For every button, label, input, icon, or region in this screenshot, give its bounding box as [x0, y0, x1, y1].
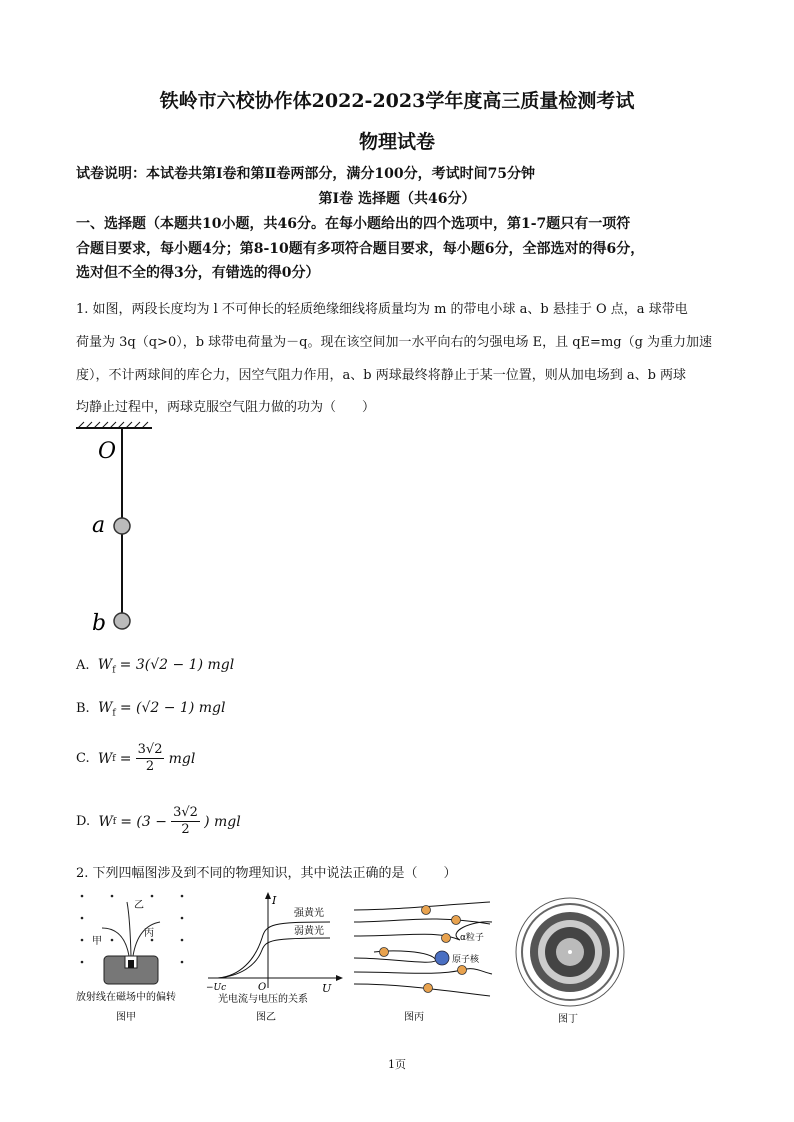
axis-i-label: I [272, 894, 277, 907]
section-title: 第Ⅰ卷 选择题（共46分） [318, 191, 476, 207]
track-5 [354, 969, 492, 974]
weak-curve [218, 938, 330, 978]
label-o: O [98, 439, 117, 464]
q2-stem: 2. 下列四幅图涉及到不同的物理知识，其中说法正确的是（ ） [76, 866, 457, 881]
exam-subtitle: 物理试卷 [358, 131, 435, 153]
q1-option-c[interactable] [76, 742, 195, 775]
option-key: B. [76, 701, 90, 716]
fraction [171, 805, 200, 838]
q1-line-2: 荷量为 3q（q>0），b 球带电荷量为－q。现在该空间加一水平向右的匀强电场 E，且 qE=mg（g 为重力加速 [76, 335, 713, 350]
axis-u-arrow [336, 975, 343, 981]
option-sub: f [112, 665, 116, 676]
ball-b [114, 613, 130, 629]
name-ding: 图丁 [558, 1014, 578, 1025]
exam-note: 试卷说明：本试卷共第Ⅰ卷和第Ⅱ卷两部分，满分100分，考试时间75分钟 [76, 166, 536, 182]
name-bing: 图丙 [404, 1012, 424, 1023]
q1-line-4: 均静止过程中，两球克服空气阻力做的功为（ ） [76, 400, 376, 415]
nucleus [435, 951, 449, 965]
fraction-numerator: 3√2 [173, 805, 198, 820]
option-key: D. [76, 814, 91, 829]
label-a: a [92, 513, 106, 538]
source [128, 960, 134, 968]
option-key: C. [76, 751, 90, 766]
option-expr: = 3(√2 − 1) mgl [119, 657, 235, 673]
option-sub: f [112, 708, 116, 719]
label-origin: O [258, 982, 267, 993]
q1-option-d[interactable] [76, 805, 241, 838]
field-dots [81, 895, 184, 964]
fraction-numerator: 3√2 [137, 742, 163, 757]
part-intro-line-1: 一、选择题（本题共10小题，共46分。在每小题给出的四个选项中，第1-7题只有一项符 [76, 216, 631, 232]
center-dot [568, 950, 572, 954]
caption-yi: 光电流与电压的关系 [218, 994, 308, 1005]
label-uc: −Uc [206, 983, 227, 993]
part-intro-line-3: 选对但不全的得3分，有错选的得0分） [76, 265, 320, 281]
option-key: A. [76, 658, 90, 673]
q1-option-b[interactable] [76, 700, 225, 719]
caption-jia: 放射线在磁场中的偏转 [76, 992, 176, 1003]
label-yi: 乙 [134, 900, 144, 911]
q2-figure-bing [350, 888, 500, 1028]
track-4 [354, 951, 436, 962]
option-lhs: W [97, 657, 113, 673]
option-expr-pre: = [119, 750, 132, 767]
track-2 [354, 919, 490, 924]
option-lhs: W [97, 750, 113, 767]
fraction-denominator: 2 [181, 822, 190, 837]
axis-i-arrow [265, 892, 271, 899]
label-strong: 强黄光 [294, 908, 324, 919]
option-lhs: W [97, 700, 113, 716]
option-sub: f [112, 753, 116, 764]
label-b: b [92, 611, 107, 636]
name-jia: 图甲 [116, 1012, 136, 1023]
label-alpha: α粒子 [460, 933, 484, 943]
alpha-particles [380, 906, 467, 993]
option-expr-pre: = (3 − [120, 813, 167, 830]
label-nucleus: 原子核 [452, 955, 480, 965]
ceiling-hatch [76, 422, 152, 428]
option-sub: f [112, 816, 117, 827]
track-6 [354, 984, 490, 996]
q1-line-1: 1. 如图，两段长度均为 l 不可伸长的轻质绝缘细线将质量均为 m 的带电小球 a、b 悬挂于 O 点，a 球带电 [76, 302, 688, 317]
axis-u-label: U [322, 982, 332, 995]
ray-jia [102, 928, 129, 956]
q2-figure-ding [510, 888, 635, 1028]
option-lhs: W [98, 813, 113, 830]
label-weak: 弱黄光 [294, 926, 324, 937]
q1-option-a[interactable] [76, 657, 234, 676]
option-expr-post: ) mgl [204, 813, 241, 830]
exam-title: 铁岭市六校协作体2022-2023学年度高三质量检测考试 [159, 90, 635, 112]
label-bing: 丙 [144, 928, 154, 939]
label-jia: 甲 [92, 936, 102, 947]
option-expr-post: mgl [168, 750, 196, 767]
page-number: 1页 [388, 1058, 406, 1071]
ray-yi [127, 902, 131, 956]
part-intro-line-2: 合题目要求，每小题4分；第8-10题有多项符合题目要求，每小题6分，全部选对的得6分， [76, 241, 645, 257]
q1-pendulum-figure [70, 420, 160, 640]
option-expr: = (√2 − 1) mgl [119, 700, 226, 716]
q2-figure-jia [72, 888, 192, 1028]
q2-figure-yi [200, 888, 345, 1028]
q1-line-3: 度），不计两球间的库仑力，因空气阻力作用，a、b 两球最终将静止于某一位置，则从加电场到 a、b 两球 [76, 368, 687, 383]
fraction [136, 742, 165, 775]
fraction-denominator: 2 [145, 759, 155, 774]
name-yi: 图乙 [256, 1012, 276, 1023]
ball-a [114, 518, 130, 534]
